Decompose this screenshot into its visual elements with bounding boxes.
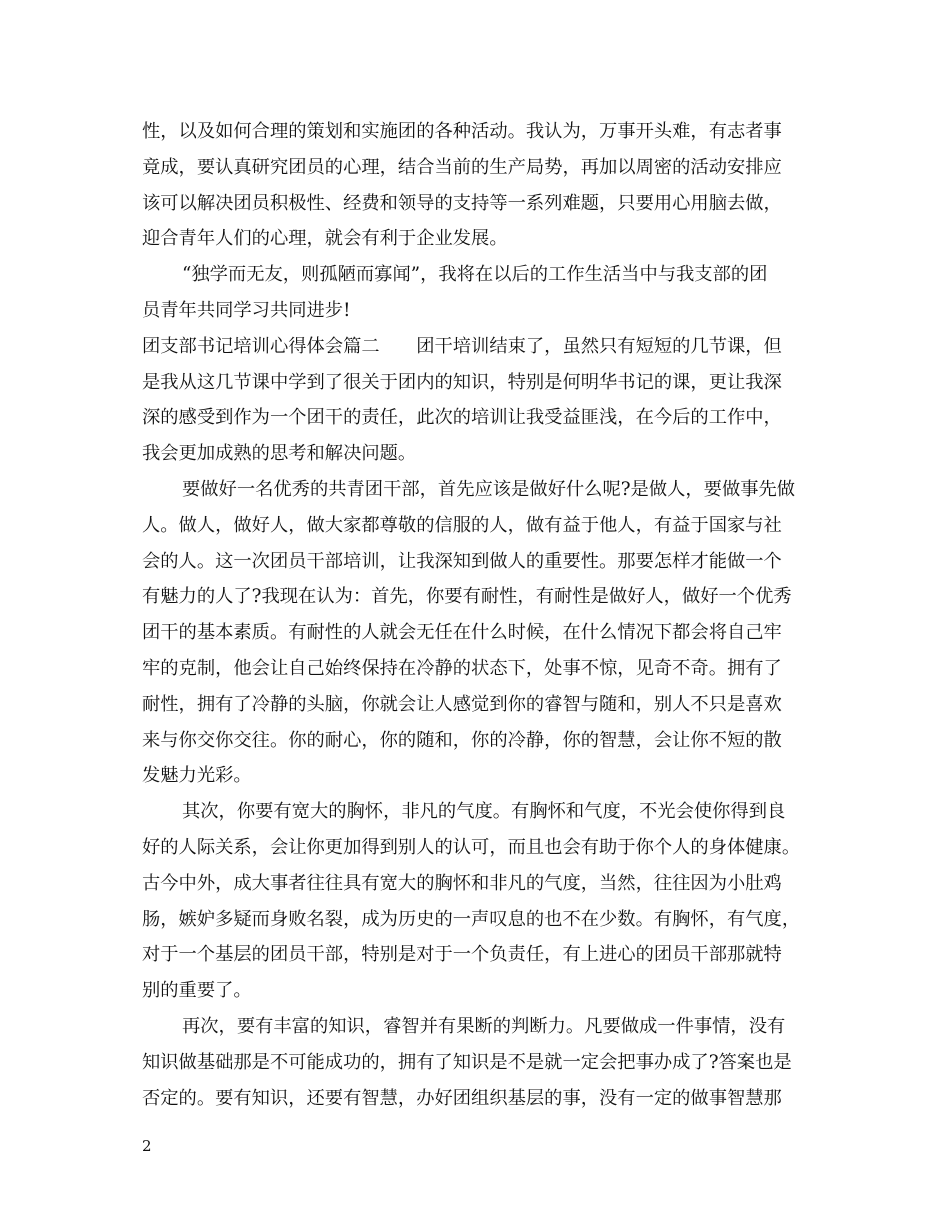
text-line: 团支部书记培训心得体会篇二 团干培训结束了，虽然只有短短的几节课，但 [142, 335, 782, 357]
text-line: “独学而无友，则孤陋而寡闻”，我将在以后的工作生活当中与我支部的团 [182, 264, 768, 286]
text-line: 人。做人，做好人，做大家都尊敬的信服的人，做有益于他人，有益于国家与社 [142, 514, 782, 536]
text-line: 肠，嫉妒多疑而身败名裂，成为历史的一声叹息的也不在少数。有胸怀，有气度， [142, 908, 801, 930]
page-number: 2 [142, 1137, 152, 1155]
text-line: 要做好一名优秀的共青团干部，首先应该是做好什么呢?是做人，要做事先做 [182, 478, 796, 500]
text-line: 性，以及如何合理的策划和实施团的各种活动。我认为，万事开头难，有志者事 [142, 121, 782, 142]
text-line: 耐性，拥有了冷静的头脑，你就会让人感觉到你的睿智与随和，别人不只是喜欢 [142, 693, 782, 715]
text-line: 是我从这几节课中学到了很关于团内的知识，特别是何明华书记的课，更让我深 [142, 371, 782, 393]
text-line: 深的感受到作为一个团干的责任，此次的培训让我受益匪浅，在今后的工作中， [142, 407, 782, 429]
text-line: 团干的基本素质。有耐性的人就会无任在什么时候，在什么情况下都会将自己牢 [142, 622, 782, 644]
text-line: 知识做基础那是不可能成功的，拥有了知识是不是就一定会把事办成了?答案也是 [142, 1051, 792, 1073]
text-line: 别的重要了。 [142, 980, 252, 1002]
text-line: 对于一个基层的团员干部，特别是对于一个负责任，有上进心的团员干部那就特 [142, 944, 782, 966]
text-line: 来与你交你交往。你的耐心，你的随和，你的冷静，你的智慧，会让你不短的散 [142, 729, 782, 751]
text-line: 否定的。要有知识，还要有智慧，办好团组织基层的事，没有一定的做事智慧那 [142, 1087, 782, 1109]
text-line: 员青年共同学习共同进步! [142, 299, 351, 321]
text-line: 再次，要有丰富的知识，睿智并有果断的判断力。凡要做成一件事情，没有 [182, 1015, 786, 1037]
text-line: 会的人。这一次团员干部培训，让我深知到做人的重要性。那要怎样才能做一个 [142, 550, 782, 572]
text-line: 竟成，要认真研究团员的心理，结合当前的生产局势，再加以周密的活动安排应 [142, 156, 782, 178]
text-line: 迎合青年人们的心理，就会有利于企业发展。 [142, 228, 508, 250]
text-line: 我会更加成熟的思考和解决问题。 [142, 443, 417, 465]
text-line: 古今中外，成大事者往往具有宽大的胸怀和非凡的气度，当然，往往因为小肚鸡 [142, 872, 782, 894]
text-line: 好的人际关系，会让你更加得到别人的认可，而且也会有助于你个人的身体健康。 [142, 836, 801, 858]
text-line: 牢的克制，他会让自己始终保持在冷静的状态下，处事不惊，见奇不奇。拥有了 [142, 657, 782, 679]
text-line: 发魅力光彩。 [142, 765, 252, 787]
body-text [142, 114, 810, 1116]
text-line: 其次，你要有宽大的胸怀，非凡的气度。有胸怀和气度，不光会使你得到良 [182, 801, 786, 823]
text-line: 该可以解决团员积极性、经费和领导的支持等一系列难题，只要用心用脑去做， [142, 192, 782, 214]
text-line: 有魅力的人了?我现在认为：首先，你要有耐性，有耐性是做好人，做好一个优秀 [142, 586, 792, 608]
